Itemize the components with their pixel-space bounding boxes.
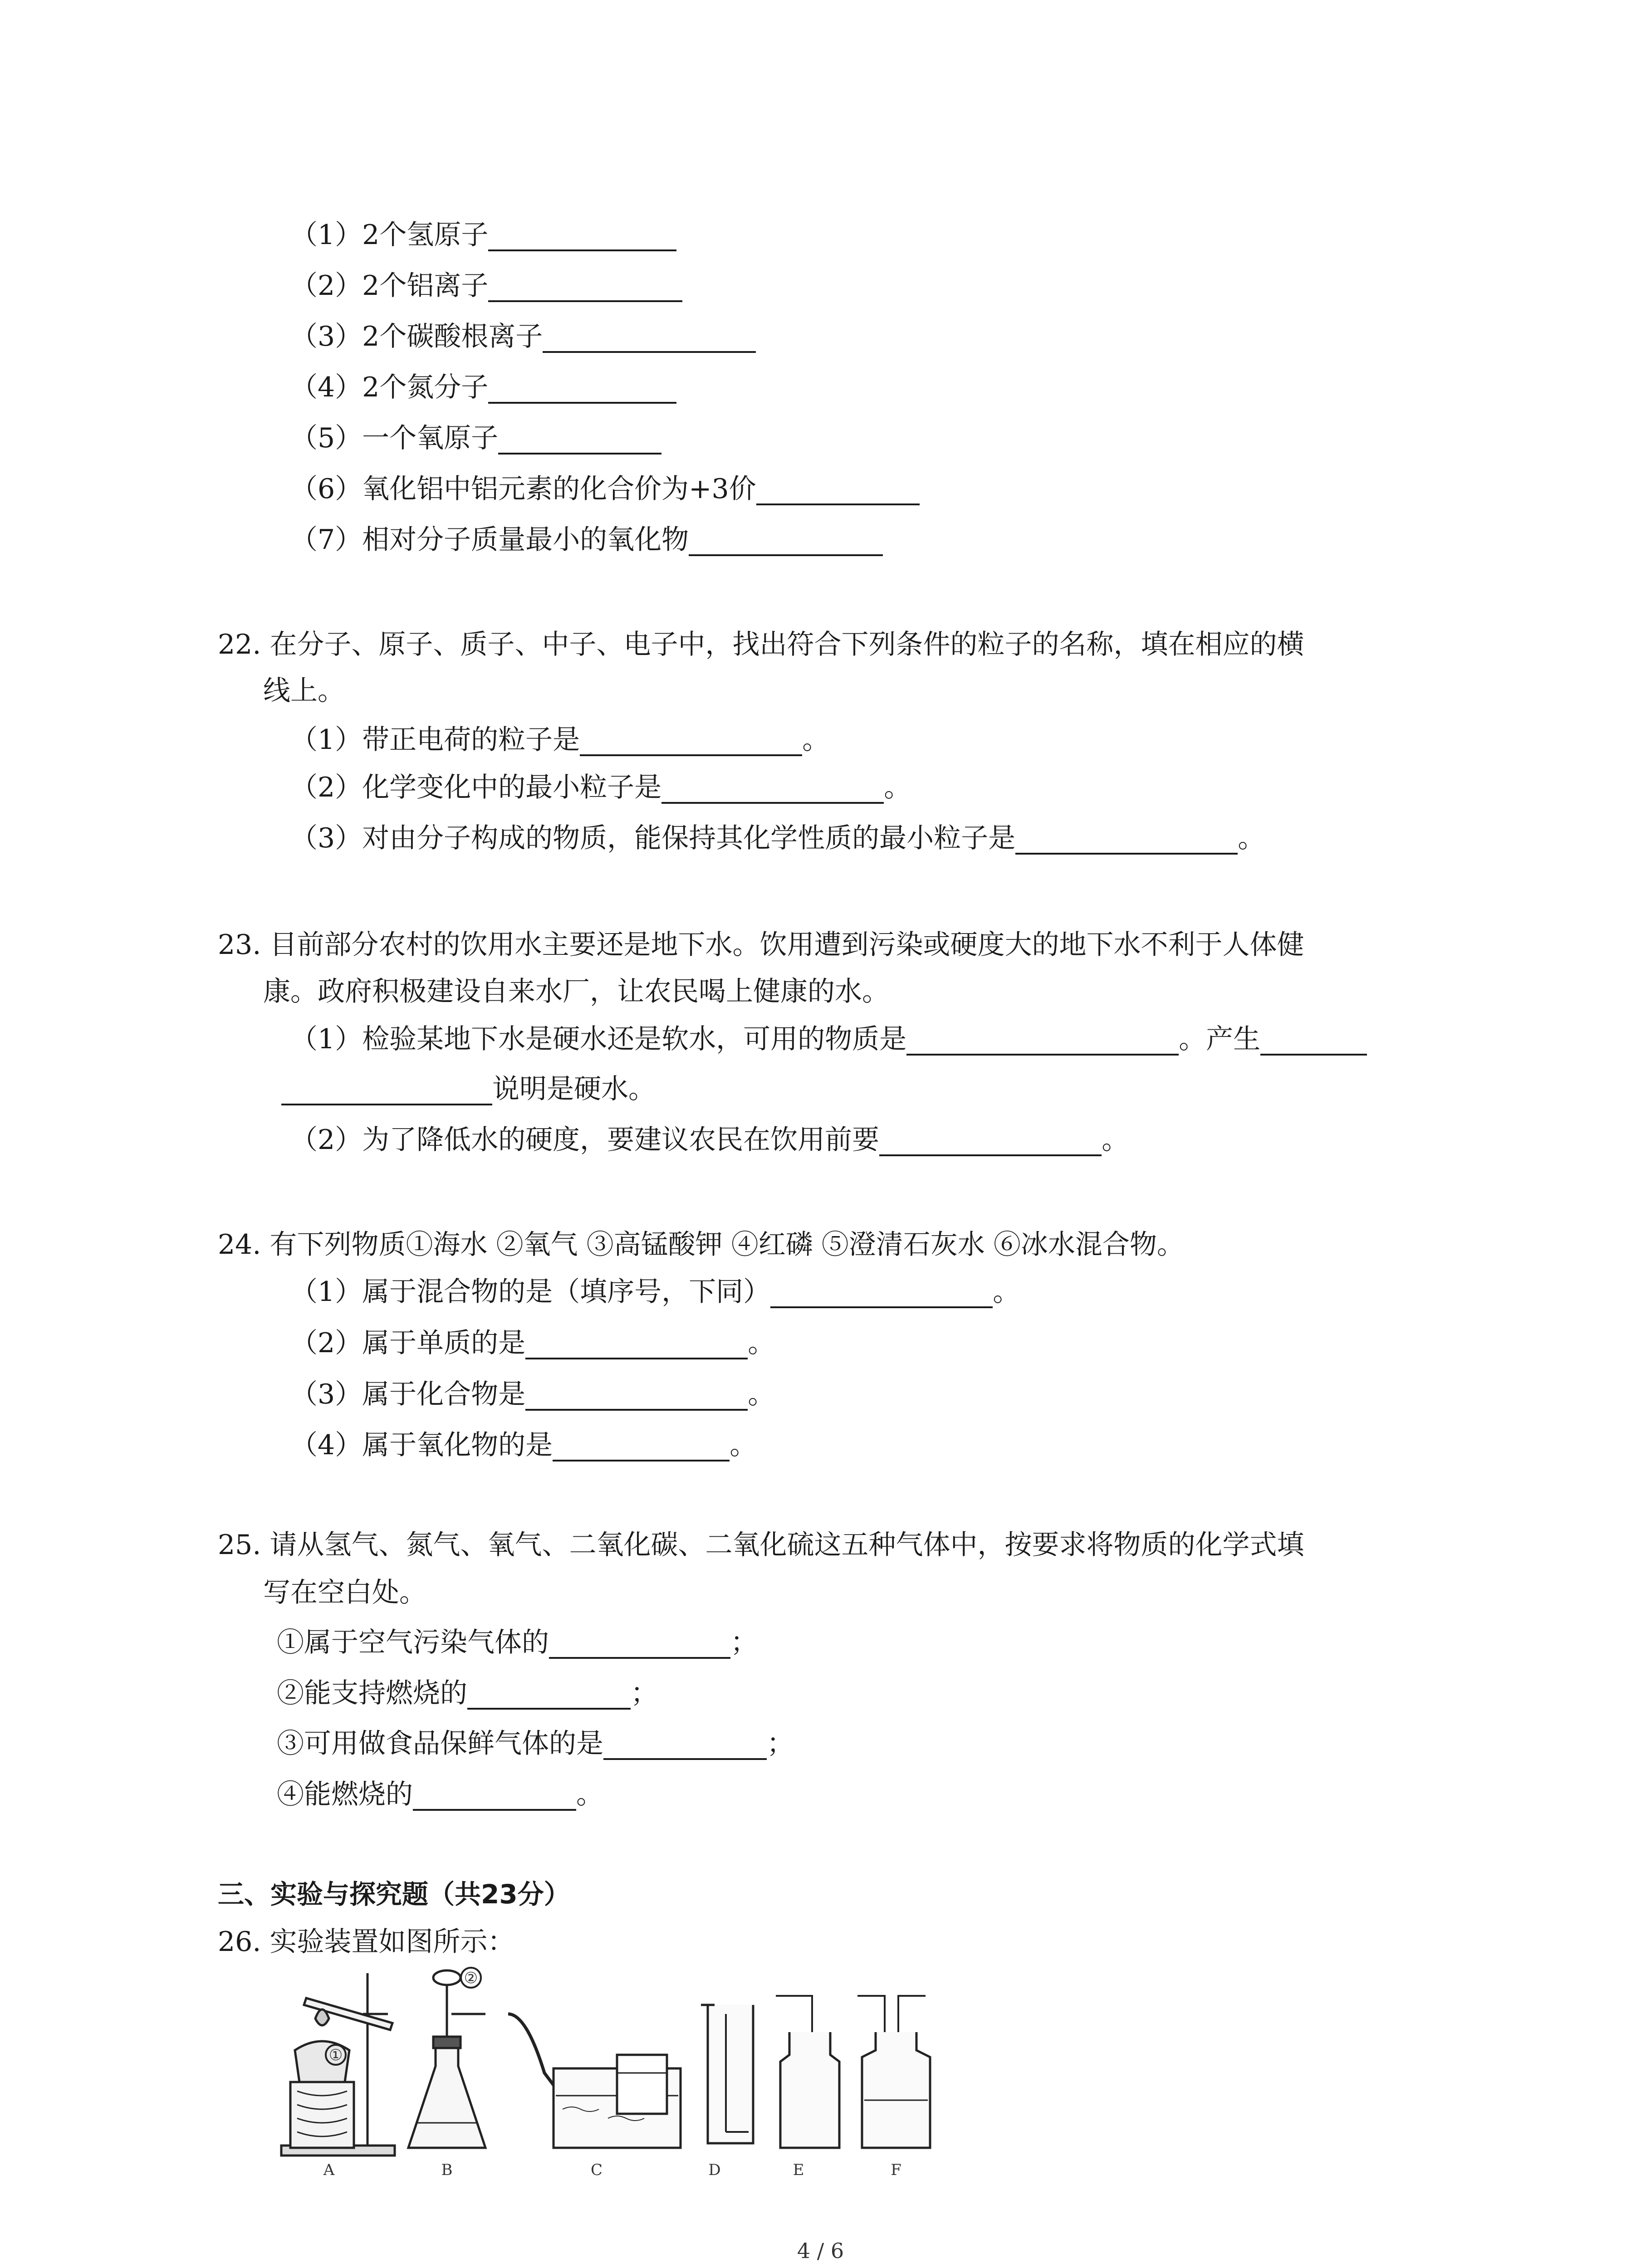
page-number: 4 / 6 [797,2239,844,2263]
figure-label-d: D [708,2161,721,2177]
item-text: 说明是硬水。 [492,1073,656,1105]
item-text: （1）2个氢原子 [290,219,489,251]
item-text: （4）属于氧化物的是 [290,1429,553,1461]
period: 。 [1238,822,1265,854]
period: 。 [730,1429,757,1461]
q21-item-4 [290,371,676,404]
apparatus-a [281,1973,395,2156]
answer-blank[interactable] [467,1679,631,1710]
apparatus-f [857,1996,930,2148]
item-text: （3）对由分子构成的物质，能保持其化学性质的最小粒子是 [290,822,1016,854]
period: 。 [1102,1124,1129,1156]
answer-blank[interactable] [689,525,883,556]
answer-blank[interactable] [879,1125,1102,1156]
semicolon: ； [631,1677,658,1709]
q24-item-3 [290,1378,775,1411]
answer-blank[interactable] [1015,824,1238,855]
figure-label-a: A [323,2161,335,2177]
q24-item-1 [290,1276,1020,1308]
item-text: （1）属于混合物的是（填序号，下同） [290,1276,771,1308]
q25-item-4 [277,1778,603,1811]
semicolon: ； [730,1627,758,1658]
q25-stem-cont: 写在空白处。 [263,1577,426,1608]
period: 。 [884,772,911,803]
item-text: （4）2个氮分子 [290,371,489,403]
q26-stem: 26. 实验装置如图所示： [218,1926,515,1958]
q21-item-3 [290,320,756,353]
callout-2: ② [464,1969,478,1987]
answer-blank[interactable] [543,322,756,353]
q23-item-2 [290,1124,1129,1156]
apparatus-d [701,2005,753,2143]
q23-item-1-cont [281,1073,656,1105]
answer-blank[interactable] [603,1729,767,1760]
figure-label-e: E [793,2161,804,2177]
q21-item-5 [290,422,661,455]
answer-blank[interactable] [661,773,884,804]
answer-blank[interactable] [770,1277,993,1308]
item-text: （2）化学变化中的最小粒子是 [290,772,662,803]
section-heading: 三、实验与探究题（共23分） [218,1879,570,1910]
answer-blank[interactable] [525,1329,748,1359]
q25-item-2 [277,1677,658,1710]
answer-blank[interactable] [413,1780,576,1811]
q21-item-6 [290,473,920,505]
callout-1: ① [328,2046,343,2064]
q22-item-1 [290,723,829,756]
q22-stem-cont: 线上。 [263,675,345,707]
item-text: 。产生 [1179,1023,1261,1055]
period: 。 [576,1779,603,1810]
answer-blank[interactable] [281,1075,492,1105]
item-text: （3）2个碳酸根离子 [290,321,543,352]
answer-blank[interactable] [488,220,676,251]
q25-item-3 [277,1727,794,1760]
answer-blank[interactable] [1260,1025,1367,1056]
q23-item-1 [290,1023,1367,1056]
apparatus-figure [272,1964,944,2177]
answer-blank[interactable] [553,1431,730,1461]
answer-blank[interactable] [580,725,802,756]
period: 。 [748,1327,775,1359]
item-text: （2）属于单质的是 [290,1327,526,1359]
period: 。 [748,1378,775,1410]
item-text: （2）为了降低水的硬度，要建议农民在饮用前要 [290,1124,880,1156]
item-text: （2）2个铝离子 [290,270,489,302]
q23-stem-cont: 康。政府积极建设自来水厂，让农民喝上健康的水。 [263,976,889,1007]
q24-stem: 24. 有下列物质①海水 ②氧气 ③高锰酸钾 ④红磷 ⑤澄清石灰水 ⑥冰水混合物。 [218,1229,1184,1261]
item-text: ③可用做食品保鲜气体的是 [277,1728,603,1760]
answer-blank[interactable] [488,271,682,302]
figure-label-c: C [590,2161,603,2177]
apparatus-b [408,1968,485,2148]
q25-item-1 [277,1626,758,1659]
answer-blank[interactable] [525,1380,748,1411]
item-text: （1）带正电荷的粒子是 [290,724,580,756]
semicolon: ； [767,1728,794,1760]
period: 。 [802,724,830,756]
answer-blank[interactable] [549,1628,730,1659]
q21-item-7 [290,523,883,556]
answer-blank[interactable] [498,424,661,455]
answer-blank[interactable] [756,474,920,505]
item-text: （5）一个氧原子 [290,422,499,454]
apparatus-c [508,2014,681,2148]
item-text: ①属于空气污染气体的 [277,1627,549,1658]
q24-item-4 [290,1429,757,1461]
q22-item-3 [290,822,1265,855]
item-text: （6）氧化铝中铝元素的化合价为+3价 [290,473,756,505]
q21-item-1 [290,219,676,251]
item-text: （1）检验某地下水是硬水还是软水，可用的物质是 [290,1023,907,1055]
item-text: （7）相对分子质量最小的氧化物 [290,524,689,556]
figure-label-b: B [441,2161,453,2177]
q22-stem: 22. 在分子、原子、质子、中子、电子中，找出符合下列条件的粒子的名称，填在相应的横 [218,629,1304,660]
q24-item-2 [290,1327,775,1359]
q25-stem: 25. 请从氢气、氮气、氧气、二氧化碳、二氧化硫这五种气体中，按要求将物质的化学式填 [218,1529,1304,1561]
period: 。 [993,1276,1020,1308]
figure-label-f: F [891,2161,901,2177]
apparatus-e [776,1996,839,2148]
answer-blank[interactable] [488,373,676,404]
item-text: ④能燃烧的 [277,1779,413,1810]
q22-item-2 [290,771,911,804]
item-text: ②能支持燃烧的 [277,1677,467,1709]
answer-blank[interactable] [906,1025,1179,1056]
q23-stem: 23. 目前部分农村的饮用水主要还是地下水。饮用遭到污染或硬度大的地下水不利于人体健 [218,929,1304,961]
item-text: （3）属于化合物是 [290,1378,526,1410]
q21-item-2 [290,269,682,302]
